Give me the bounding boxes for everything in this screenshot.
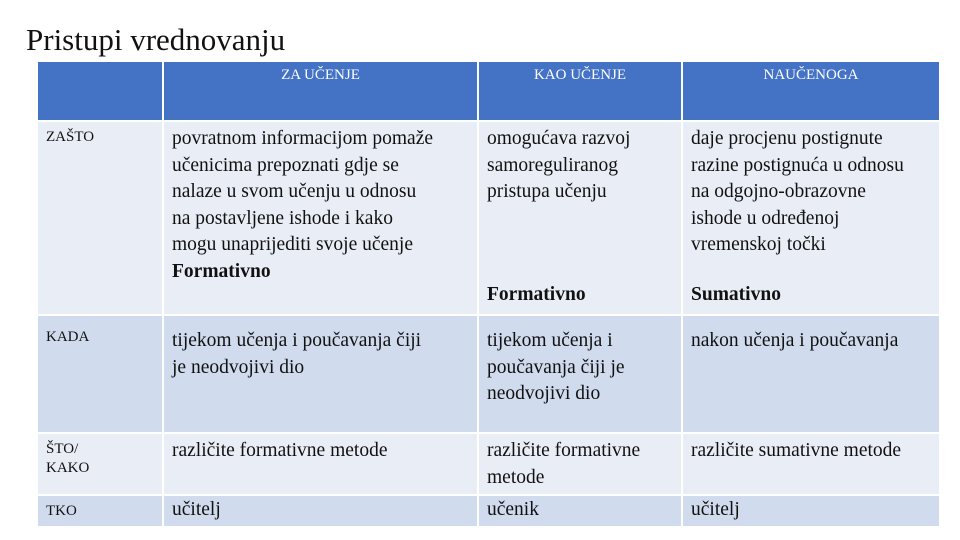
approaches-table xyxy=(38,62,939,528)
row-label-sto-kako: ŠTO/ KAKO xyxy=(38,434,162,494)
row-label-zasto: ZAŠTO xyxy=(38,122,162,314)
tag-formativno: Formativno xyxy=(487,284,586,305)
header-za-ucenje: ZA UČENJE xyxy=(164,62,477,120)
row-label-tko: TKO xyxy=(38,496,162,526)
cell-zasto-kao-ucenje: omogućava razvoj samoreguliranog pristupa učenju Formativno xyxy=(479,122,681,314)
cell-zasto-za-ucenje: povratnom informacijom pomaže učenicima prepoznati gdje se nalaze u svom učenju u odnosu na postavljene ishode i kako mogu unaprijediti svoje učenje Formativno xyxy=(164,122,477,314)
row-label-kada: KADA xyxy=(38,316,162,432)
cell-sto-kako-za-ucenje: različite formativne metode xyxy=(164,434,477,494)
cell-sto-kako-kao-ucenje: različite formativne metode xyxy=(479,434,681,494)
cell-tko-naucenoga: učitelj xyxy=(683,496,939,526)
cell-kada-naucenoga: nakon učenja i poučavanja xyxy=(683,316,939,432)
header-naucenoga: NAUČENOGA xyxy=(683,62,939,120)
cell-kada-kao-ucenje: tijekom učenja i poučavanja čiji je neodvojivi dio xyxy=(479,316,681,432)
cell-sto-kako-naucenoga: različite sumativne metode xyxy=(683,434,939,494)
header-corner xyxy=(38,62,162,120)
header-kao-ucenje: KAO UČENJE xyxy=(479,62,681,120)
cell-tko-kao-ucenje: učenik xyxy=(479,496,681,526)
tag-sumativno: Sumativno xyxy=(691,284,781,305)
slide-title: Pristupi vrednovanju xyxy=(26,22,286,57)
cell-kada-za-ucenje: tijekom učenja i poučavanja čiji je neodvojivi dio xyxy=(164,316,477,432)
tag-formativno: Formativno xyxy=(172,260,271,282)
cell-tko-za-ucenje: učitelj xyxy=(164,496,477,526)
cell-zasto-naucenoga: daje procjenu postignute razine postignuća u odnosu na odgojno-obrazovne ishode u određenoj vremenskoj točki Sumativno xyxy=(683,122,939,314)
